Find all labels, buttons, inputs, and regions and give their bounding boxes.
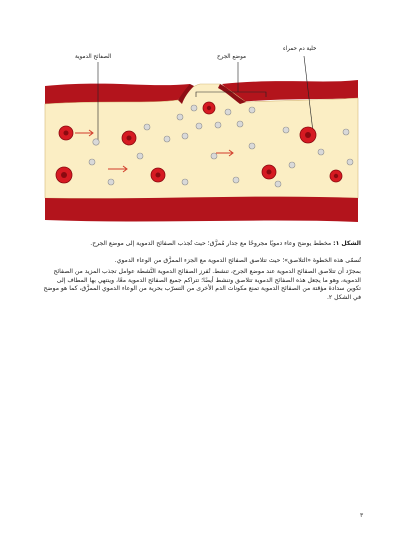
red-cell	[122, 131, 136, 145]
platelet	[215, 122, 221, 128]
platelet	[318, 149, 324, 155]
platelet	[249, 107, 255, 113]
red-cell-label: خلية دم حمراء	[283, 46, 317, 52]
platelet	[182, 179, 188, 185]
platelet	[237, 121, 243, 127]
wounded-vessel-diagram	[0, 0, 400, 235]
wound-site-label: موضع الجرح	[217, 54, 246, 60]
platelet	[196, 123, 202, 129]
platelet	[137, 153, 143, 159]
red-cell	[262, 165, 276, 179]
red-cell	[151, 168, 165, 182]
vessel-wall-bottom	[45, 197, 358, 222]
caption-text: مخطط يوضح وعاء دمويًا مجروحًا مع جدار مُمزَّق؛ حيث تُجذب الصفائح الدموية إلى موضع الجرح.	[90, 240, 334, 247]
red-cell	[203, 102, 215, 114]
caption-bold: الشكل ١:	[333, 240, 361, 247]
red-cell	[330, 170, 342, 182]
paragraph-adhesion: تُسمّى هذه الخطوة «التلاصق»؛ حيث تتلاصق الصفائح الدموية مع الجزء الممزَّق من الوعاء الدموي.	[114, 257, 361, 264]
red-cell	[300, 127, 316, 143]
red-cell	[56, 167, 72, 183]
platelet	[283, 127, 289, 133]
platelet	[233, 177, 239, 183]
platelet	[177, 114, 183, 120]
platelet	[182, 133, 188, 139]
paragraph-activation: بمجرّد أن تتلاصق الصفائح الدموية عند موضع الجرح، تنشط. تُفرز الصفائح الدموية النَّشطة عوامل تجذب المزيد من الصفائح الدموية، وهو ما يجعل هذه الصفائح الدموية تتلاصق وتنشط أيضًا؛ تتراكم جميع الصفائح الدموية معًا، وينتهي بها المطاف إلى تكوين سدادة مؤقتة من الصفائح الدموية تمنع مكونات الدم الأخرى من التسرّب بحرية من الوعاء الدموي الممزَّق، كما هو موضح في الشكل ٢.	[43, 268, 361, 301]
platelet	[191, 105, 197, 111]
platelet	[144, 124, 150, 130]
figure-caption	[41, 240, 361, 249]
platelet	[164, 136, 170, 142]
platelet	[289, 162, 295, 168]
platelet	[93, 139, 99, 145]
platelet	[211, 153, 217, 159]
platelet	[225, 109, 231, 115]
red-cell	[59, 126, 73, 140]
platelet	[343, 129, 349, 135]
vessel-wall-top-right	[222, 80, 358, 102]
page-number: ٣	[360, 512, 364, 519]
platelet	[275, 181, 281, 187]
platelet	[89, 159, 95, 165]
platelet	[249, 143, 255, 149]
platelet	[108, 179, 114, 185]
platelet	[347, 159, 353, 165]
platelets-label: الصفائح الدموية	[75, 54, 112, 60]
